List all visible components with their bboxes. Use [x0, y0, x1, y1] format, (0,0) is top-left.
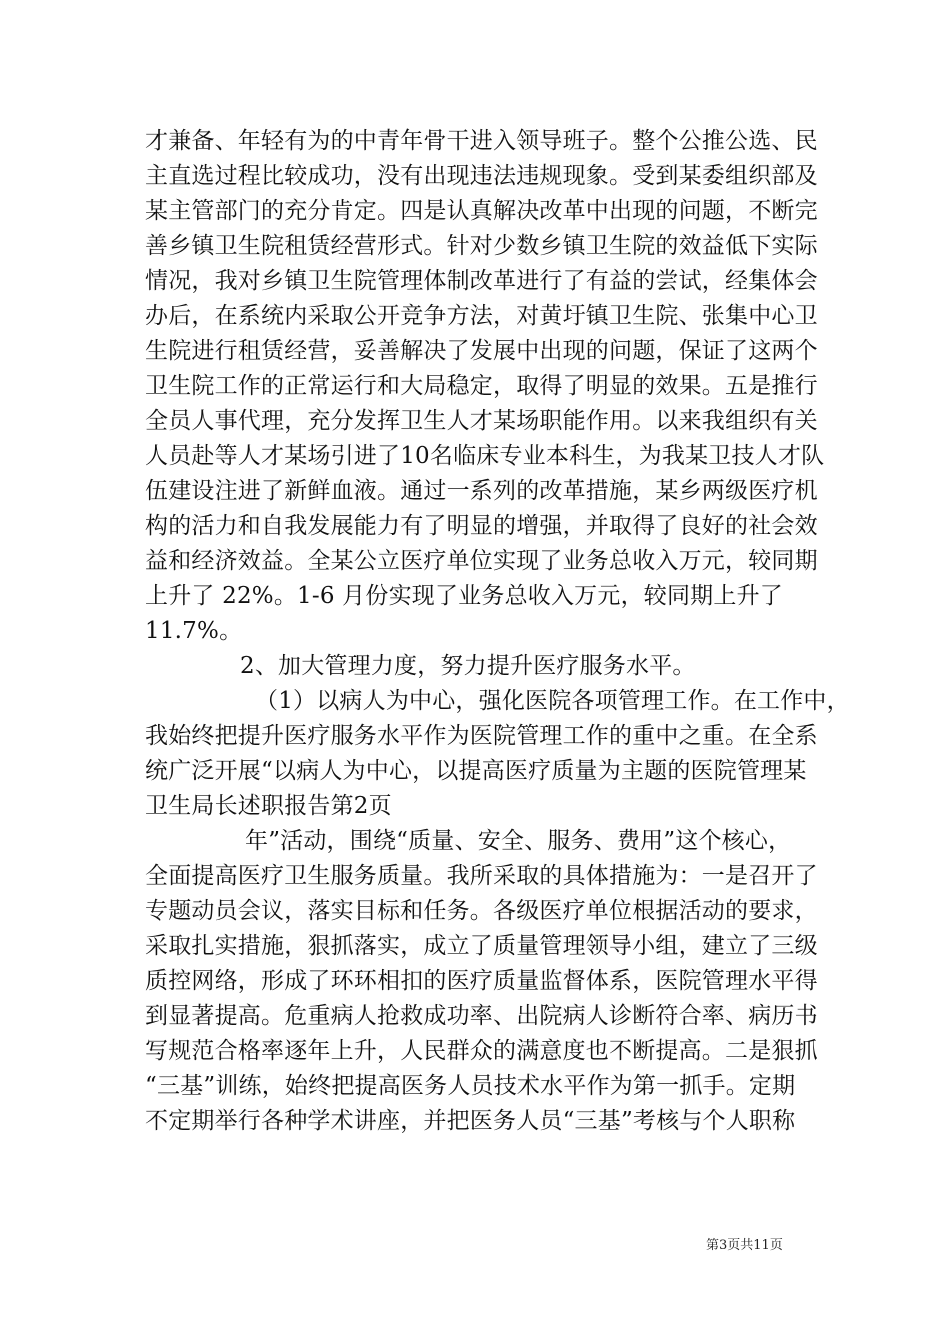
text-line: 情况，我对乡镇卫生院管理体制改革进行了有益的尝试，经集体会 [145, 268, 818, 294]
text-line: 益和经济效益。全某公立医疗单位实现了业务总收入万元，较同期 [145, 548, 818, 574]
text-line: 全面提高医疗卫生服务质量。我所采取的具体措施为：一是召开了 [145, 863, 818, 889]
text-line: 构的活力和自我发展能力有了明显的增强，并取得了良好的社会效 [145, 513, 818, 539]
text-line: “三基”训练，始终把提高医务人员技术水平作为第一抓手。定期 [145, 1073, 796, 1099]
text-line: 采取扎实措施，狠抓落实，成立了质量管理领导小组，建立了三级 [145, 933, 818, 959]
text-line: 专题动员会议，落实目标和任务。各级医疗单位根据活动的要求， [145, 898, 818, 924]
text-line: 生院进行租赁经营，妥善解决了发展中出现的问题，保证了这两个 [145, 338, 818, 364]
text-line: 质控网络，形成了环环相扣的医疗质量监督体系，医院管理水平得 [145, 968, 818, 994]
text-line: 11.7%。 [145, 618, 243, 644]
text-line: 主直选过程比较成功，没有出现违法违规现象。受到某委组织部及 [145, 163, 818, 189]
section-heading: 2、加大管理力度，努力提升医疗服务水平。 [240, 653, 696, 679]
text-line: 某主管部门的充分肯定。四是认真解决改革中出现的问题，不断完 [145, 198, 818, 224]
text-line: 伍建设注进了新鲜血液。通过一系列的改革措施，某乡两级医疗机 [145, 478, 818, 504]
text-line: 到显著提高。危重病人抢救成功率、出院病人诊断符合率、病历书 [145, 1003, 818, 1029]
text-line: 我始终把提升医疗服务水平作为医院管理工作的重中之重。在全系 [145, 723, 818, 749]
subsection-heading: （1）以病人为中心，强化医院各项管理工作。在工作中， [255, 688, 850, 714]
text-line: 才兼备、年轻有为的中青年骨干进入领导班子。整个公推公选、民 [145, 128, 818, 154]
text-line: 办后，在系统内采取公开竞争方法，对黄圩镇卫生院、张集中心卫 [145, 303, 818, 329]
page-number-footer: 第3页共11页 [706, 1238, 783, 1253]
text-line: 上升了 22%。1-6 月份实现了业务总收入万元，较同期上升了 [145, 583, 783, 609]
text-line: 人员赴等人才某场引进了10名临床专业本科生，为我某卫技人才队 [145, 443, 825, 469]
text-line: 卫生院工作的正常运行和大局稳定，取得了明显的效果。五是推行 [145, 373, 818, 399]
text-line: 全员人事代理，充分发挥卫生人才某场职能作用。以来我组织有关 [145, 408, 818, 434]
text-line: 善乡镇卫生院租赁经营形式。针对少数乡镇卫生院的效益低下实际 [145, 233, 818, 259]
text-line: 不定期举行各种学术讲座，并把医务人员“三基”考核与个人职称 [145, 1108, 796, 1134]
text-line: 写规范合格率逐年上升，人民群众的满意度也不断提高。二是狠抓 [145, 1038, 818, 1064]
text-line: 统广泛开展“以病人为中心，以提高医疗质量为主题的医院管理某 [145, 758, 807, 784]
text-line: 年”活动，围绕“质量、安全、服务、费用”这个核心， [245, 828, 792, 854]
page-marker-line: 卫生局长述职报告第2页 [145, 793, 392, 819]
